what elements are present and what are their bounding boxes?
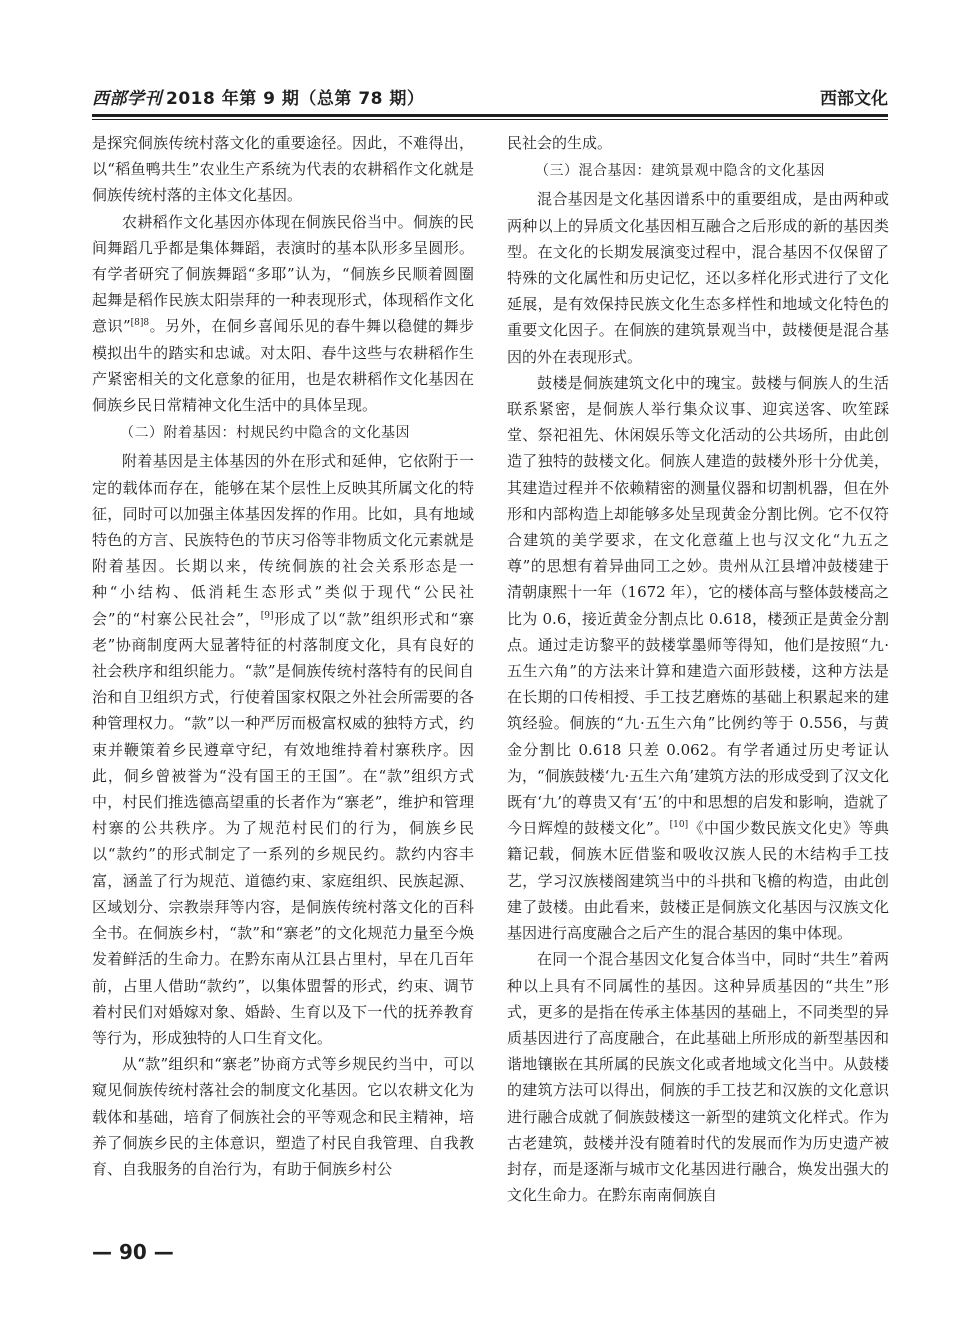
section-label: 西部文化 [820, 89, 888, 109]
paragraph-text: 鼓楼是侗族建筑文化中的瑰宝。鼓楼与侗族人的生活联系紧密，是侗族人举行集众议事、迎宾送客、吹笙踩堂、祭祀祖先、休闲娱乐等文化活动的公共场所，由此创造了独特的鼓楼文化。侗族人建造的鼓楼外形十分优美，其建造过程并不依赖精密的测量仪器和切割机器，但在外形和内部构造上却能够多处呈现黄金分割比例。它不仅符合建筑的美学要求，在文化意蕴上也与汉文化“九五之尊”的思想有着异曲同工之妙。贵州从江县增冲鼓楼建于清朝康熙十一年（1672 年），它的楼体高与整体鼓楼高之比为 0.6，接近黄金分割点比 0.618，楼颈正是黄金分割点。通过走访黎平的鼓楼掌墨师等得知，他们是按照“九·五生六角”的方法来计算和建造六面形鼓楼，这种方法是在长期的口传相授、手工技艺磨炼的基础上积累起来的建筑经验。侗族的“九·五生六角”比例约等于 0.556，与黄金分割比 0.618 只差 0.062。有学者通过历史考证认为，“侗族鼓楼‘九·五生六角’建筑方法的形成受到了汉文化既有‘九’的尊贵又有‘五’的中和思想的启发和影响，造就了今日辉煌的鼓楼文化”。 [507, 373, 889, 838]
paragraph-text: 民社会的生成。 [507, 134, 613, 152]
paragraph-text: 从“款”组织和“寨老”协商方式等乡规民约当中，可以窥见侗族传统村落社会的制度文化基因。它以农耕文化为载体和基础，培育了侗族社会的平等观念和民主精神，培养了侗族乡民的主体意识，塑造了村民自我管理、自我教育、自我服务的自治行为，有助于侗族乡村公 [92, 1055, 474, 1178]
right-column [507, 130, 889, 1208]
citation-ref: [9] [260, 610, 274, 621]
paragraph-text: 《中国少数民族文化史》等典籍记载，侗族木匠借鉴和吸收汉族人民的木结构手工技艺，学习汉族楼阁建筑当中的斗拱和飞檐的构造，由此创建了鼓楼。由此看来，鼓楼正是侗族文化基因与汉族文化基因进行高度融合之后产生的混合基因的集中体现。 [507, 819, 889, 943]
body-paragraph [92, 448, 474, 1051]
paragraph-text: 。另外，在侗乡喜闻乐见的春牛舞以稳健的舞步模拟出牛的踏实和忠诚。对太阳、春牛这些与农耕稻作生产紧密相关的文化意象的征用，也是农耕稻作文化基因在侗族乡民日常精神文化生活中的具体呈现。 [92, 317, 474, 415]
body-paragraph [92, 209, 474, 419]
body-paragraph [507, 186, 889, 369]
body-paragraph [92, 1051, 474, 1182]
header-rule-thick [92, 114, 888, 117]
running-header [92, 78, 888, 112]
paragraph-text: 是探究侗族传统村落文化的重要途径。因此，不难得出，以“稻鱼鸭共生”农业生产系统为代表的农耕稻作文化就是侗族传统村落的主体文化基因。 [92, 134, 474, 205]
header-journal-issue [92, 84, 424, 109]
paragraph-text: 附着基因是主体基因的外在形式和延伸，它依附于一定的载体而存在，能够在某个层性上反映其所属文化的特征，同时可以加强主体基因发挥的作用。比如，具有地域特色的方言、民族特色的节庆习俗等非物质文化元素就是附着基因。长期以来，传统侗族的社会关系形态是一种“小结构、低消耗生态形式”类似于现代“公民社会”的“村寨公民社会”， [92, 452, 474, 628]
body-paragraph [507, 946, 889, 1208]
citation-ref: [10] [669, 820, 689, 831]
paragraph-text: 混合基因是文化基因谱系中的重要组成，是由两种或两种以上的异质文化基因相互融合之后形成的新的基因类型。在文化的长期发展演变过程中，混合基因不仅保留了特殊的文化属性和历史记忆，还以多样化形式进行了文化延展，是有效保持民族文化生态多样性和地域文化特色的重要文化因子。在侗族的建筑景观当中，鼓楼便是混合基因的外在表现形式。 [507, 190, 889, 366]
body-paragraph [507, 370, 889, 946]
page-number: — 90 — [92, 1240, 174, 1264]
citation-ref: [8]8 [130, 318, 150, 329]
paragraph-text: 农耕稻作文化基因亦体现在侗族民俗当中。侗族的民间舞蹈几乎都是集体舞蹈，表演时的基本队形多呈圆形。有学者研究了侗族舞蹈“多耶”认为，“侗族乡民顺着圆圈起舞是稻作民族太阳崇拜的一种表现形式，体现稻作文化意识” [92, 212, 474, 336]
left-column [92, 130, 474, 1182]
body-paragraph [507, 130, 889, 156]
section-heading: （二）附着基因：村规民约中隐含的文化基因 [120, 425, 410, 442]
section-heading: （三）混合基因：建筑景观中隐含的文化基因 [535, 163, 825, 180]
body-paragraph [92, 130, 474, 209]
issue-info: 2018 年第 9 期（总第 78 期） [166, 89, 425, 109]
paragraph-text: 在同一个混合基因文化复合体当中，同时“共生”着两种以上具有不同属性的基因。这种异质基因的“共生”形式，更多的是指在传承主体基因的基础上，不同类型的异质基因进行了高度融合，在此基础上所形成的新型基因和谐地镶嵌在其所属的民族文化或者地域文化当中。从鼓楼的建筑方法可以得出，侗族的手工技艺和汉族的文化意识进行融合成就了侗族鼓楼这一新型的建筑文化样式。作为古老建筑，鼓楼并没有随着时代的发展而作为历史遗产被封存，而是逐渐与城市文化基因进行融合，焕发出强大的文化生命力。在黔东南南侗族自 [507, 950, 889, 1205]
paragraph-text: 形成了以“款”组织形式和“寨老”协商制度两大显著特征的村落制度文化，具有良好的社会秩序和组织能力。“款”是侗族传统村落特有的民间自治和自卫组织方式，行使着国家权限之外社会所需要的各种管理权力。“款”以一种严厉而极富权威的独特方式，约束并鞭策着乡民遵章守纪，有效地维持着村寨秩序。因此，侗乡曾被誉为“没有国王的王国”。在“款”组织方式中，村民们推选德高望重的长者作为“寨老”，维护和管理村寨的公共秩序。为了规范村民们的行为，侗族乡民以“款约”的形式制定了一系列的乡规民约。款约内容丰富，涵盖了行为规范、道德约束、家庭组织、民族起源、区域划分、宗教崇拜等内容，是侗族传统村落文化的百科全书。在侗族乡村，“款”和“寨老”的文化规范力量至今焕发着鲜活的生命力。在黔东南从江县占里村，早在几百年前，占里人借助“款约”，以集体盟誓的形式，约束、调节着村民们对婚嫁对象、婚龄、生育以及下一代的抚养教育等行为，形成独特的人口生育文化。 [92, 609, 474, 1047]
header-rule-thin [92, 119, 888, 120]
journal-logo: 西部学刊 [92, 89, 162, 109]
